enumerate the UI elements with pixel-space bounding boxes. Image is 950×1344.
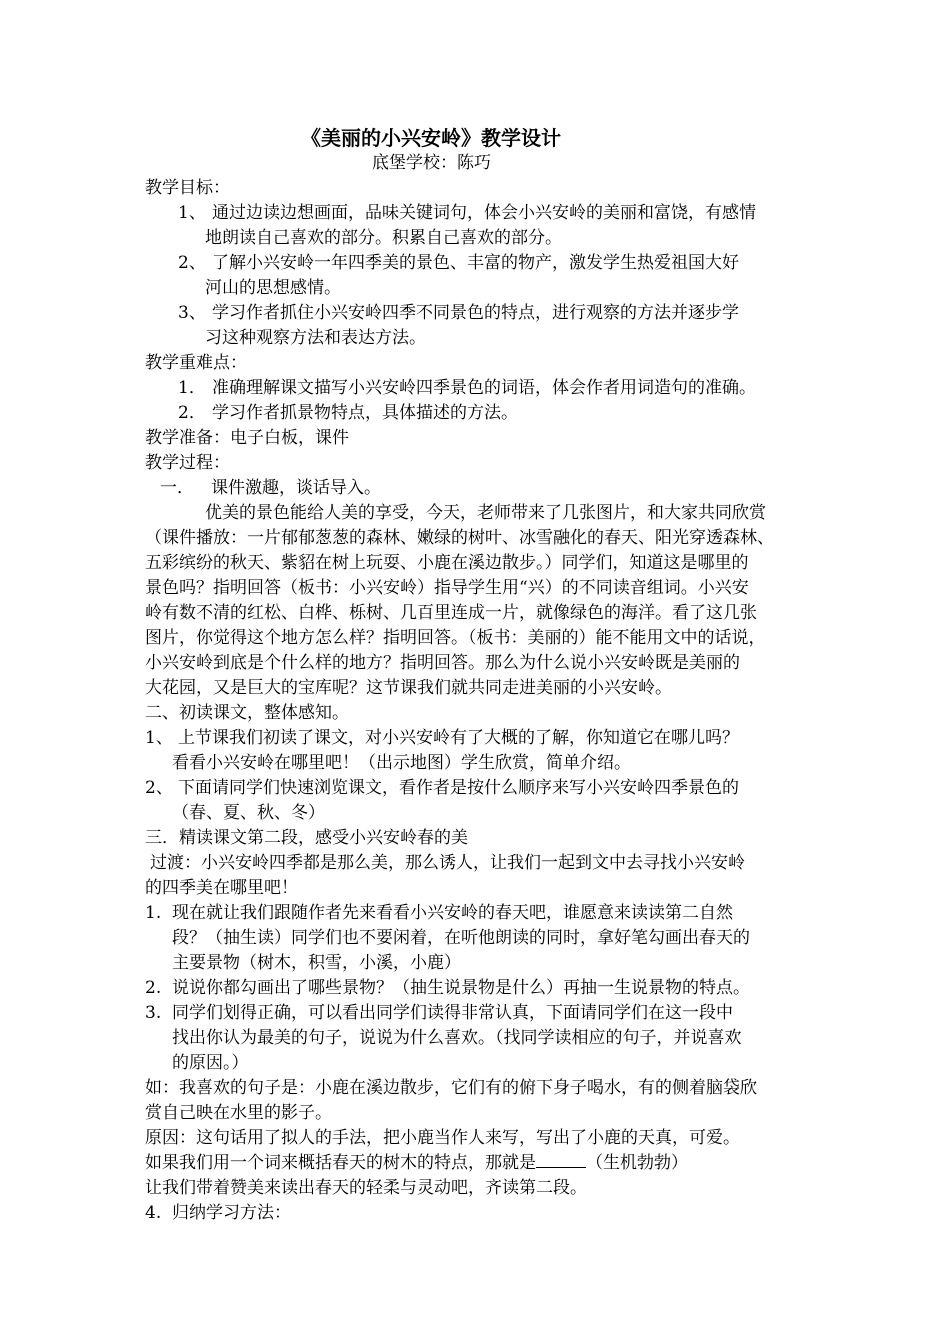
- key-point-2-number: 2．: [178, 403, 206, 423]
- goal-1-number: 1、: [178, 203, 206, 223]
- section-2-heading: 二、初读课文，整体感知。: [145, 703, 349, 723]
- section-2-item-1-text: 上节课我们初读了课文，对小兴安岭有了大概的了解，你知道它在哪儿吗？: [178, 728, 739, 748]
- key-point-1-text: 准确理解课文描写小兴安岭四季景色的词语，体会作者用词造句的准确。: [212, 378, 756, 398]
- read-aloud-text: 让我们带着赞美来读出春天的轻柔与灵动吧，齐读第二段。: [145, 1178, 587, 1198]
- paragraph-line: 图片，你觉得这个地方怎么样？指明回答。（板书：美丽的）能不能用文中的话说，: [145, 628, 766, 648]
- step-4-text: 归纳学习方法：: [172, 1203, 291, 1223]
- question-answer: （生机勃勃）: [586, 1153, 688, 1173]
- step-3-number: 3.: [145, 1003, 162, 1023]
- step-2-number: 2.: [145, 978, 162, 998]
- section-2-item-2-text: 下面请同学们快速浏览课文，看作者是按什么顺序来写小兴安岭四季景色的: [178, 778, 739, 798]
- key-point-2-text: 学习作者抓景物特点，具体描述的方法。: [212, 403, 518, 423]
- goal-2-number: 2、: [178, 253, 206, 273]
- paragraph-line: 岭有数不清的红松、白桦、栎树、几百里连成一片，就像绿色的海洋。看了这几张: [145, 603, 757, 623]
- goal-2-text: 了解小兴安岭一年四季美的景色、丰富的物产，激发学生热爱祖国大好: [212, 253, 739, 273]
- paragraph-line: 小兴安岭到底是个什么样的地方？指明回答。那么为什么说小兴安岭既是美丽的: [145, 653, 740, 673]
- step-3-text: 同学们划得正确，可以看出同学们读得非常认真，下面请同学们在这一段中: [172, 1003, 733, 1023]
- preparation-line: 教学准备：电子白板，课件: [145, 428, 349, 448]
- step-4-number: 4.: [145, 1203, 162, 1223]
- goal-3-number: 3、: [178, 303, 206, 323]
- step-1-text-cont: 主要景物（树木，积雪，小溪，小鹿）: [172, 953, 461, 973]
- step-2-text: 说说你都勾画出了哪些景物？（抽生说景物是什么）再抽一生说景物的特点。: [172, 978, 750, 998]
- section-2-item-1-number: 1、: [145, 728, 173, 748]
- section-2-item-2-text-cont: （春、夏、秋、冬）: [172, 803, 325, 823]
- step-1-text-cont: 段？（抽生读）同学们也不要闲着，在听他朗读的同时，拿好笔勾画出春天的: [172, 928, 750, 948]
- goals-heading: 教学目标：: [145, 178, 230, 198]
- fill-in-blank: [536, 1151, 586, 1168]
- process-heading: 教学过程：: [145, 453, 230, 473]
- question-text: 如果我们用一个词来概括春天的树木的特点，那就是: [145, 1153, 536, 1173]
- key-point-1-number: 1．: [178, 378, 206, 398]
- goal-1-text: 通过边读边想画面，品味关键词句，体会小兴安岭的美丽和富饶，有感情: [212, 203, 756, 223]
- document-title: 《美丽的小兴安岭》教学设计: [301, 126, 561, 150]
- author-line: 底堡学校：陈巧: [372, 153, 491, 173]
- goal-2-text-cont: 河山的思想感情。: [205, 278, 341, 298]
- step-1-text: 现在就让我们跟随作者先来看看小兴安岭的春天吧，谁愿意来读读第二自然: [172, 903, 733, 923]
- paragraph-line: 五彩缤纷的秋天、紫貂在树上玩耍、小鹿在溪边散步。）同学们，知道这是哪里的: [145, 553, 749, 573]
- goal-3-text-cont: 习这种观察方法和表达方法。: [205, 328, 426, 348]
- question-line: [145, 1151, 688, 1175]
- paragraph-line: 优美的景色能给人美的享受，今天，老师带来了几张图片，和大家共同欣赏: [205, 503, 766, 523]
- section-2-item-2-number: 2、: [145, 778, 173, 798]
- transition-text-cont: 的四季美在哪里吧！: [145, 878, 298, 898]
- example-text-cont: 赏自己映在水里的影子。: [145, 1103, 332, 1123]
- section-1-heading: 课件激趣，谈话导入。: [211, 478, 381, 498]
- transition-text: 过渡：小兴安岭四季都是那么美，那么诱人，让我们一起到文中去寻找小兴安岭: [150, 853, 745, 873]
- step-3-text-cont: 找出你认为最美的句子，说说为什么喜欢。（找同学读相应的句子，并说喜欢: [172, 1028, 742, 1048]
- key-points-heading: 教学重难点：: [145, 353, 247, 373]
- step-3-text-cont: 的原因。）: [172, 1053, 249, 1073]
- goal-3-text: 学习作者抓住小兴安岭四季不同景色的特点，进行观察的方法并逐步学: [212, 303, 739, 323]
- paragraph-line: （课件播放：一片郁郁葱葱的森林、嫩绿的树叶、冰雪融化的春天、阳光穿透森林、: [145, 528, 774, 548]
- paragraph-line: 大花园，又是巨大的宝库呢？这节课我们就共同走进美丽的小兴安岭。: [145, 678, 672, 698]
- section-2-item-1-text-cont: 看看小兴安岭在哪里吧！（出示地图）学生欣赏，简单介绍。: [172, 753, 631, 773]
- paragraph-line: 景色吗？指明回答（板书：小兴安岭）指导学生用“兴）的不同读音组词。小兴安: [145, 578, 749, 598]
- section-3-heading: 三．精读课文第二段，感受小兴安岭春的美: [145, 828, 468, 848]
- step-1-number: 1.: [145, 903, 162, 923]
- example-text: 如：我喜欢的句子是：小鹿在溪边散步，它们有的俯下身子喝水，有的侧着脑袋欣: [145, 1078, 757, 1098]
- goal-1-text-cont: 地朗读自己喜欢的部分。积累自己喜欢的部分。: [205, 228, 562, 248]
- section-1-number: 一．: [160, 478, 194, 498]
- reason-text: 原因：这句话用了拟人的手法，把小鹿当作人来写，写出了小鹿的天真，可爱。: [145, 1128, 740, 1148]
